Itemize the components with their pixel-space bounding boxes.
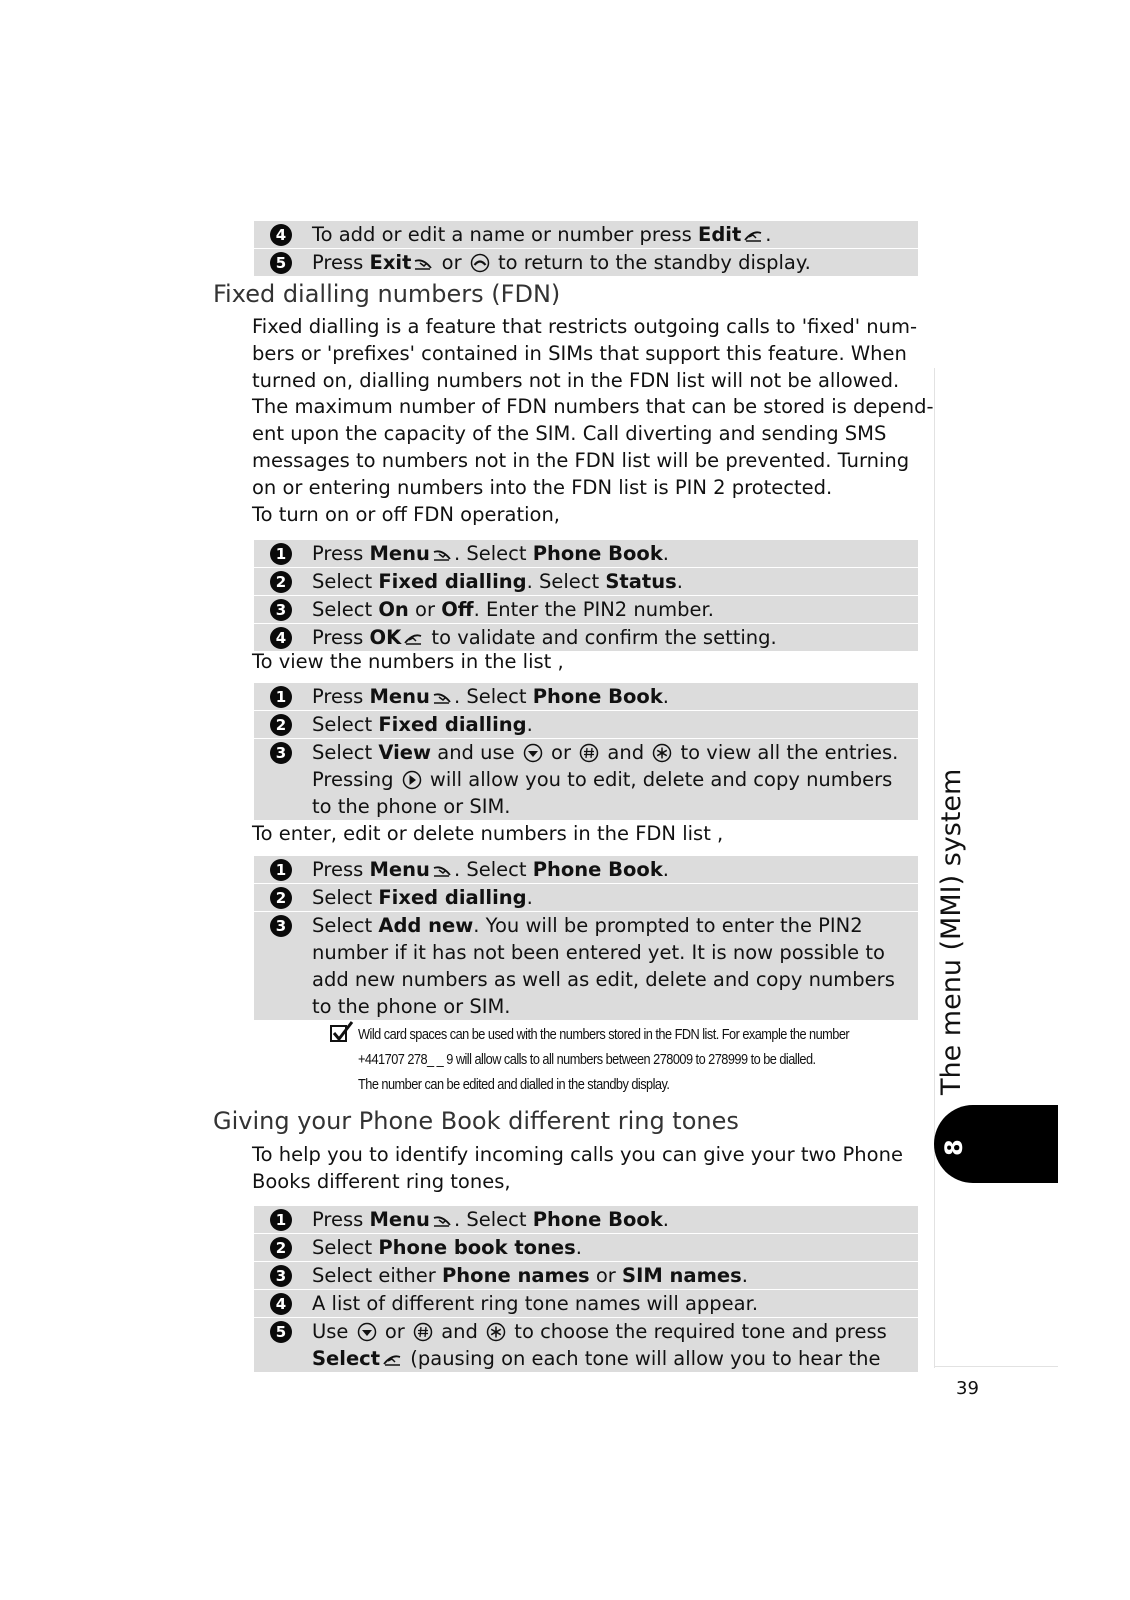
fdn-description (252, 314, 934, 502)
paragraph-line: messages to numbers not in the FDN list will be prevented. Turning (252, 448, 910, 472)
step-text: Use or and to choose the required tone and press Select (pausing on each tone will allow you to hear the (312, 1320, 887, 1370)
paragraph-line: Books different ring tones, (252, 1169, 511, 1193)
step-number-badge: 2 (270, 1237, 292, 1259)
left-softkey-icon (743, 225, 763, 245)
note-line: The number can be edited and dialled in the standby display. (358, 1077, 670, 1093)
side-bottom-divider (934, 1366, 1058, 1367)
step-row (254, 1261, 918, 1289)
step-text: Press Exit or to return to the standby display. (312, 251, 811, 274)
step-text: Select On or Off. Enter the PIN2 number. (312, 598, 714, 621)
step-list-top (254, 221, 918, 276)
step-number-badge: 3 (270, 1265, 292, 1287)
step-text: Select Add new. You will be prompted to enter the PIN2 number if it has not been entered yet. It is now possible to add new numbers as well as edit, delete and copy numbers to the phone or SIM. (312, 914, 895, 1018)
step-row (254, 856, 918, 883)
step-number-badge: 1 (270, 686, 292, 708)
step-text: Select Fixed dialling. (312, 713, 533, 736)
step-row (254, 567, 918, 595)
step-row (254, 1233, 918, 1261)
step-number-badge: 4 (270, 627, 292, 649)
end-call-key-icon (470, 253, 490, 273)
step-text: Select Fixed dialling. Select Status. (312, 570, 683, 593)
step-text: Select Fixed dialling. (312, 886, 533, 909)
star-key-icon (486, 1322, 506, 1342)
star-key-icon (652, 743, 672, 763)
step-number-badge: 5 (270, 252, 292, 274)
step-text: Press Menu . Select Phone Book. (312, 685, 669, 708)
step-text: Press Menu . Select Phone Book. (312, 542, 669, 565)
step-text: To add or edit a name or number press Edit . (312, 223, 772, 246)
right-softkey-icon (432, 544, 452, 564)
step-number-badge: 1 (270, 543, 292, 565)
step-number-badge: 3 (270, 915, 292, 937)
page-number: 39 (956, 1378, 979, 1399)
intro-edit-numbers: To enter, edit or delete numbers in the FDN list , (252, 822, 724, 845)
step-text: Press OK to validate and confirm the setting. (312, 626, 777, 649)
step-list-turn-on-off (254, 540, 918, 651)
note-line: +441707 278_ _ 9 will allow calls to all numbers between 278009 to 278999 to be dialled. (358, 1052, 816, 1068)
step-row (254, 1206, 918, 1233)
step-number-badge: 1 (270, 1209, 292, 1231)
chapter-number: 8 (940, 1139, 968, 1156)
step-list-view-numbers (254, 683, 918, 820)
right-softkey-icon (413, 253, 433, 273)
step-text: Select Phone book tones. (312, 1236, 582, 1259)
right-softkey-icon (432, 1210, 452, 1230)
step-row (254, 248, 918, 276)
step-list-ring-tones (254, 1206, 918, 1372)
step-text: Select View and use or and to view all the entries. Pressing will allow you to edit, delete and copy numbers to the phone or SIM. (312, 741, 899, 818)
left-softkey-icon (403, 628, 423, 648)
paragraph-line: To help you to identify incoming calls you can give your two Phone (252, 1143, 903, 1166)
step-row (254, 683, 918, 710)
step-text: Select either Phone names or SIM names. (312, 1264, 748, 1287)
step-row (254, 738, 918, 820)
step-number-badge: 4 (270, 224, 292, 246)
paragraph-line: on or entering numbers into the FDN list is PIN 2 protected. (252, 475, 833, 499)
hash-key-icon (579, 743, 599, 763)
step-number-badge: 1 (270, 859, 292, 881)
step-row (254, 623, 918, 651)
step-row (254, 1317, 918, 1372)
note-line: Wild card spaces can be used with the numbers stored in the FDN list. For example the number (358, 1027, 850, 1043)
step-text: A list of different ring tone names will appear. (312, 1292, 759, 1315)
section-heading-ring-tones: Giving your Phone Book different ring tones (213, 1107, 739, 1135)
hash-key-icon (413, 1322, 433, 1342)
checkmark-note-icon (330, 1021, 354, 1043)
step-row (254, 710, 918, 738)
paragraph-line: bers or 'prefixes' contained in SIMs that support this feature. When (252, 341, 907, 365)
right-softkey-icon (432, 687, 452, 707)
step-text: Press Menu . Select Phone Book. (312, 858, 669, 881)
chapter-title: The menu (MMI) system (936, 768, 967, 1095)
fdn-wildcard-note (358, 1023, 851, 1098)
step-text: Press Menu . Select Phone Book. (312, 1208, 669, 1231)
step-number-badge: 2 (270, 714, 292, 736)
right-softkey-icon (432, 860, 452, 880)
step-number-badge: 2 (270, 887, 292, 909)
step-row (254, 540, 918, 567)
intro-turn-on-off: To turn on or off FDN operation, (252, 503, 561, 526)
paragraph-line: turned on, dialling numbers not in the FDN list will not be allowed. (252, 368, 900, 392)
down-key-icon (357, 1322, 377, 1342)
step-number-badge: 3 (270, 599, 292, 621)
step-number-badge: 2 (270, 571, 292, 593)
paragraph-line: Fixed dialling is a feature that restricts outgoing calls to 'fixed' num- (252, 315, 918, 338)
intro-view-numbers: To view the numbers in the list , (252, 650, 564, 673)
step-number-badge: 4 (270, 1293, 292, 1315)
step-number-badge: 3 (270, 742, 292, 764)
right-arrow-key-icon (402, 770, 422, 790)
step-row (254, 911, 918, 1020)
step-row (254, 221, 918, 248)
side-divider (934, 368, 935, 1368)
left-softkey-icon (382, 1349, 402, 1369)
ring-tones-description (252, 1142, 912, 1196)
step-number-badge: 5 (270, 1321, 292, 1343)
paragraph-line: ent upon the capacity of the SIM. Call diverting and sending SMS (252, 422, 887, 446)
step-list-edit-numbers (254, 856, 918, 1020)
step-row (254, 1289, 918, 1317)
step-row (254, 595, 918, 623)
paragraph-line: The maximum number of FDN numbers that can be stored is depend- (252, 395, 934, 419)
section-heading-fdn: Fixed dialling numbers (FDN) (213, 280, 561, 308)
step-row (254, 883, 918, 911)
down-key-icon (523, 743, 543, 763)
